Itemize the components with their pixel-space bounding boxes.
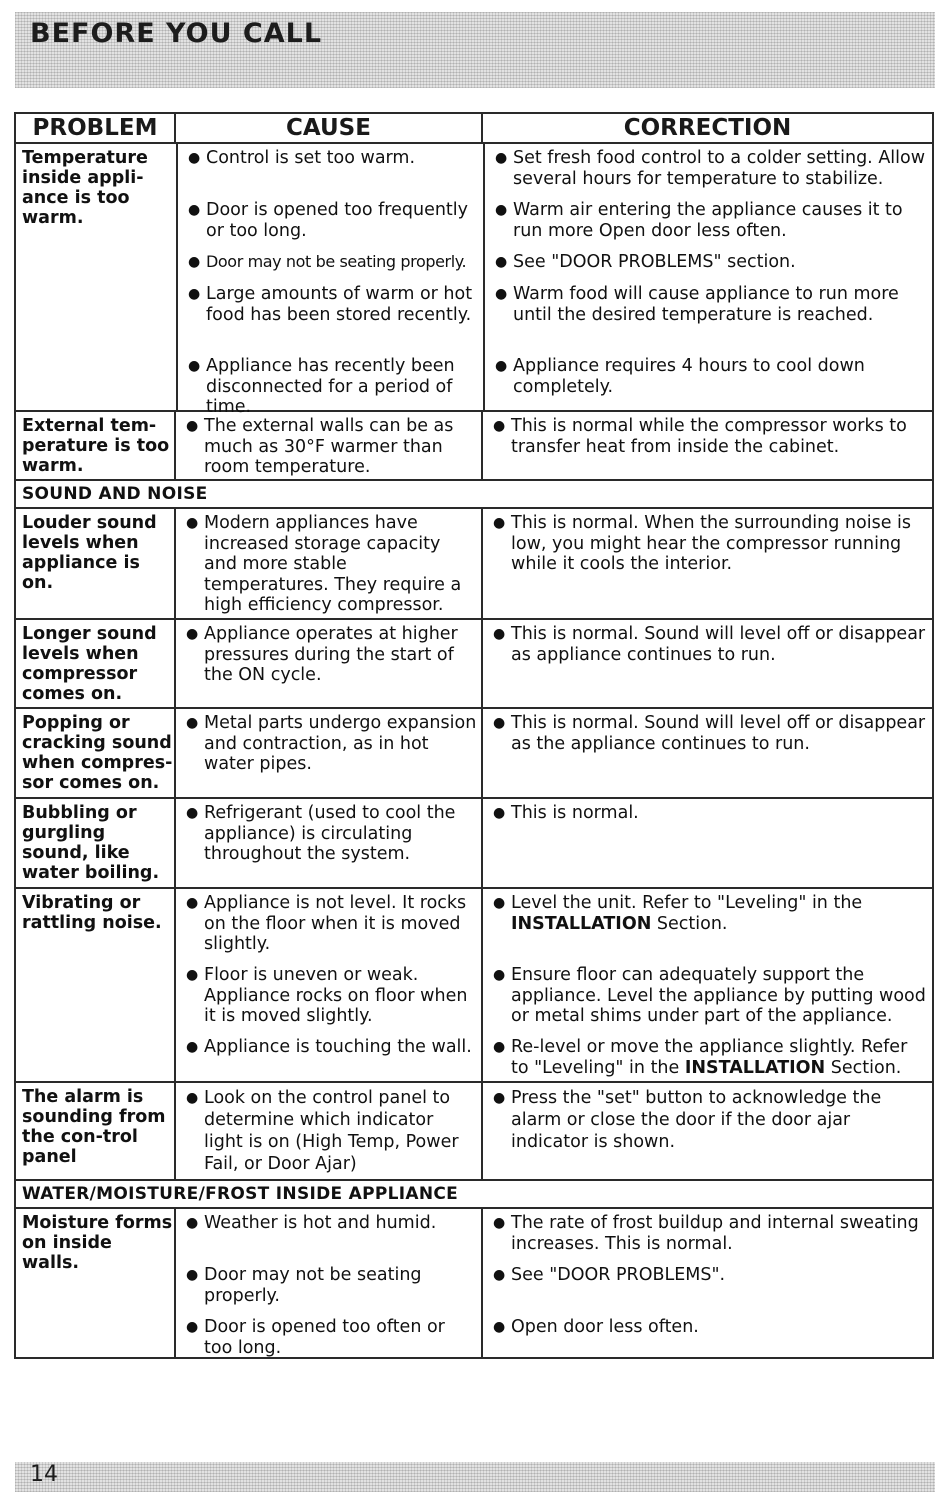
bullet-icon: ● <box>493 715 506 731</box>
bullet-icon: ● <box>493 1319 506 1335</box>
column-header-correction: CORRECTION <box>623 115 792 141</box>
cause-cell <box>176 709 483 797</box>
correction-item: ● Open door less often. <box>493 1317 699 1337</box>
table-row <box>16 799 932 889</box>
cause-item: ● Door is opened too often or too long. <box>186 1317 445 1358</box>
bullet-icon: ● <box>186 1090 199 1106</box>
bullet-icon: ● <box>493 1215 506 1231</box>
bullet-icon: ● <box>493 1039 506 1055</box>
table-row <box>16 412 932 481</box>
cause-item: ● Appliance is touching the wall. <box>186 1037 472 1057</box>
table-row <box>16 709 932 799</box>
bullet-icon: ● <box>493 805 506 821</box>
installation-label: INSTALLATION <box>684 1057 826 1078</box>
table-header-row <box>16 114 932 144</box>
bullet-icon: ● <box>495 286 508 302</box>
bullet-icon: ● <box>188 286 201 302</box>
cause-cell <box>178 144 485 417</box>
problem-cell: The alarm is sounding from the con-trol panel <box>16 1083 176 1179</box>
installation-label: INSTALLATION <box>511 913 652 934</box>
correction-cell <box>483 412 932 479</box>
cause-item: ● Large amounts of warm or hot food has been stored recently. <box>188 284 473 325</box>
correction-item: ● This is normal. <box>493 803 639 823</box>
correction-cell <box>483 1209 932 1357</box>
cause-item: ● Door may not be seating properly. <box>186 1265 422 1306</box>
cause-item: ● Appliance operates at higher pressures during the start of the ON cycle. <box>186 624 458 685</box>
bullet-icon: ● <box>188 358 201 374</box>
cause-item: ● Look on the control panel to determine which indicator light is on (High Temp, Power Fail, or Door Ajar) <box>186 1088 459 1174</box>
correction-cell <box>483 1083 932 1179</box>
correction-item: ● Press the "set" button to acknowledge the alarm or close the door if the door ajar indicator is shown. <box>493 1088 882 1152</box>
cause-item: ● Appliance has recently been disconnected for a period of time. <box>188 356 455 417</box>
column-header-cause: CAUSE <box>176 114 483 142</box>
correction-item: ● See "DOOR PROBLEMS". <box>493 1265 726 1285</box>
cause-cell <box>176 799 483 887</box>
bullet-icon: ● <box>493 895 506 911</box>
correction-item: ● Level the unit. Refer to "Leveling" in the INSTALLATION Section. <box>493 893 863 934</box>
correction-item: ● This is normal. Sound will level off or disappear as appliance continues to run. <box>493 624 926 665</box>
cause-item: ● Door may not be seating properly. <box>188 252 467 271</box>
correction-item: ● The rate of frost buildup and internal sweating increases. This is normal. <box>493 1213 919 1254</box>
correction-item: ● This is normal. Sound will level off or disappear as the appliance continues to run. <box>493 713 926 754</box>
cause-item: ● Refrigerant (used to cool the appliance) is circulating throughout the system. <box>186 803 456 864</box>
problem-cell: Longer sound levels when compressor comes on. <box>16 620 176 707</box>
correction-item: ● This is normal while the compressor works to transfer heat from inside the cabinet. <box>493 416 907 457</box>
problem-cell: Temperature inside appli-ance is too warm. <box>16 144 178 410</box>
bullet-icon: ● <box>186 418 199 434</box>
table-row <box>16 620 932 709</box>
page-title: BEFORE YOU CALL <box>30 18 323 49</box>
bullet-icon: ● <box>188 254 200 270</box>
table-row <box>16 144 932 417</box>
problem-cell: Bubbling or gurgling sound, like water boiling. <box>16 799 176 887</box>
correction-cell <box>483 799 932 887</box>
bullet-icon: ● <box>186 967 199 983</box>
bullet-icon: ● <box>493 515 506 531</box>
cause-cell <box>176 509 483 618</box>
cause-item: ● Modern appliances have increased storage capacity and more stable temperatures. They require a high efficiency compressor. <box>186 513 462 615</box>
correction-item: ● This is normal. When the surrounding noise is low, you might hear the compressor running while it cools the interior. <box>493 513 912 574</box>
correction-cell <box>483 509 932 618</box>
column-header-problem: PROBLEM <box>16 114 176 142</box>
problem-cell: Popping or cracking sound when compres-sor comes on. <box>16 709 176 797</box>
correction-cell <box>483 709 932 797</box>
section-header-sound: SOUND AND NOISE <box>16 481 932 509</box>
problem-cell: Louder sound levels when appliance is on. <box>16 509 176 618</box>
correction-item: ● Set fresh food control to a colder setting. Allow several hours for temperature to stabilize. <box>495 148 926 189</box>
bullet-icon: ● <box>493 418 506 434</box>
correction-item: ● See "DOOR PROBLEMS" section. <box>495 252 796 272</box>
cause-item: ● Metal parts undergo expansion and contraction, as in hot water pipes. <box>186 713 477 774</box>
cause-item: ● Control is set too warm. <box>188 148 416 168</box>
troubleshooting-table <box>14 112 934 1359</box>
correction-item: ● Appliance requires 4 hours to cool down completely. <box>495 356 865 397</box>
cause-cell <box>176 889 483 1081</box>
correction-cell <box>483 889 932 1081</box>
cause-item: ● Floor is uneven or weak. Appliance rocks on floor when it is moved slightly. <box>186 965 468 1026</box>
cause-cell <box>176 1209 483 1357</box>
bullet-icon: ● <box>188 202 201 218</box>
bullet-icon: ● <box>186 515 199 531</box>
bullet-icon: ● <box>186 805 199 821</box>
bullet-icon: ● <box>188 150 201 166</box>
bullet-icon: ● <box>186 715 199 731</box>
bullet-icon: ● <box>495 202 508 218</box>
page-number: 14 <box>30 1462 58 1487</box>
cause-item: ● Appliance is not level. It rocks on the floor when it is moved slightly. <box>186 893 467 954</box>
bullet-icon: ● <box>493 967 506 983</box>
problem-cell: External tem-perature is too warm. <box>16 412 176 479</box>
correction-item: ● Re-level or move the appliance slightly. Refer to "Leveling" in the INSTALLATION Section. <box>493 1037 908 1078</box>
problem-cell: Moisture forms on inside walls. <box>16 1209 176 1357</box>
bullet-icon: ● <box>495 358 508 374</box>
cause-item: ● Weather is hot and humid. <box>186 1213 437 1233</box>
correction-item: ● Warm food will cause appliance to run more until the desired temperature is reached. <box>495 284 899 325</box>
bullet-icon: ● <box>495 150 508 166</box>
cause-cell <box>176 412 483 479</box>
table-row <box>16 1083 932 1181</box>
correction-item: ● Warm air entering the appliance causes it to run more Open door less often. <box>495 200 903 241</box>
bullet-icon: ● <box>495 254 508 270</box>
bullet-icon: ● <box>493 626 506 642</box>
table-row <box>16 509 932 620</box>
bullet-icon: ● <box>186 895 199 911</box>
cause-cell <box>176 1083 483 1179</box>
cause-item: ● The external walls can be as much as 30°F warmer than room temperature. <box>186 416 454 477</box>
correction-item: ● Ensure floor can adequately support the appliance. Level the appliance by putting wood or metal shims under part of the appliance. <box>493 965 926 1026</box>
correction-cell <box>483 620 932 707</box>
bullet-icon: ● <box>186 1267 199 1283</box>
bullet-icon: ● <box>493 1267 506 1283</box>
table-row <box>16 889 932 1083</box>
correction-cell <box>485 144 932 410</box>
bullet-icon: ● <box>186 626 199 642</box>
problem-cell: Vibrating or rattling noise. <box>16 889 176 1081</box>
bullet-icon: ● <box>493 1090 506 1106</box>
footer-band <box>15 1462 935 1492</box>
table-row <box>16 1209 932 1359</box>
bullet-icon: ● <box>186 1215 199 1231</box>
bullet-icon: ● <box>186 1319 199 1335</box>
cause-item: ● Door is opened too frequently or too long. <box>188 200 469 241</box>
bullet-icon: ● <box>186 1039 199 1055</box>
section-header-water: WATER/MOISTURE/FROST INSIDE APPLIANCE <box>16 1181 932 1209</box>
cause-cell <box>176 620 483 707</box>
